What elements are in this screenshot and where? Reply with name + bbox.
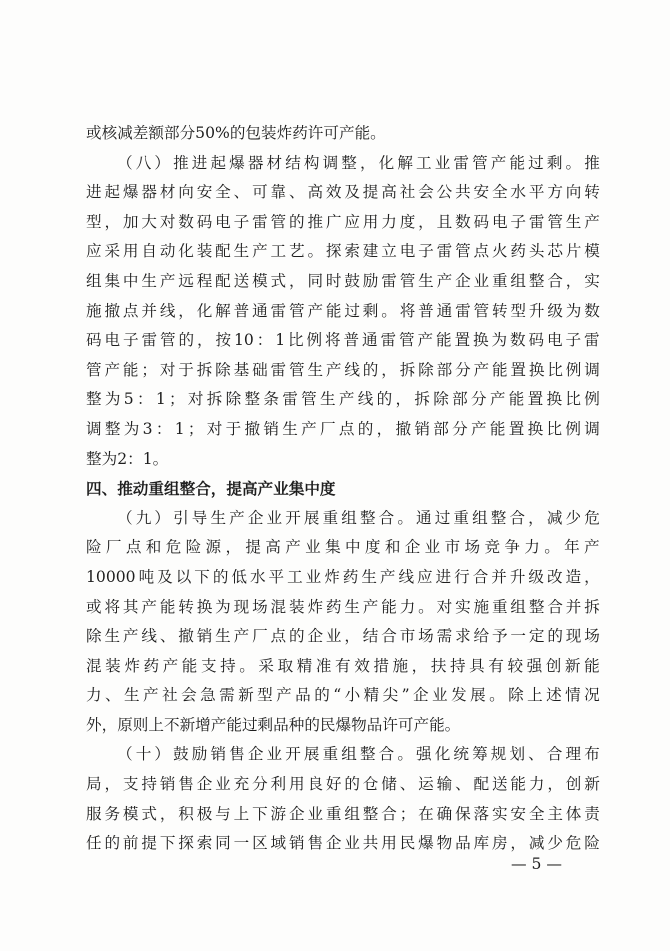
text-line: 服 务 模 式 ， 积 极 与 上 下 游 企 业 重 组 整 合 ； 在 确 保 落 实 安 全 主 体 责 xyxy=(86,804,600,823)
section-heading: 四、推动重组整合，提高产业集中度 xyxy=(86,479,336,499)
text-line: 整 为 5 ： 1 ； 对 拆 除 整 条 雷 管 生 产 线 的 ， 拆 除 部 分 产 能 置 换 比 例 xyxy=(86,390,600,409)
text-line: （ 十 ） 鼓 励 销 售 企 业 开 展 重 组 整 合 。 强 化 统 筹 规 划 、 合 理 布 xyxy=(117,745,600,764)
text-line: 进 起 爆 器 材 向 安 全 、 可 靠 、 高 效 及 提 高 社 会 公 共 安 全 水 平 方 向 转 xyxy=(86,183,600,202)
text-line: （ 八 ） 推 进 起 爆 器 材 结 构 调 整 ， 化 解 工 业 雷 管 产 能 过 剩 。 推 xyxy=(117,153,600,172)
text-line: 或 将 其 产 能 转 换 为 现 场 混 装 炸 药 生 产 能 力 。 对 实 施 重 组 整 合 并 拆 xyxy=(86,597,600,616)
text-line: 调 整 为 3 ： 1 ； 对 于 撤 销 生 产 厂 点 的 ， 撤 销 部 分 产 能 置 换 比 例 调 xyxy=(86,419,600,438)
text-line: 或核减差额部分50%的包装炸药许可产能。 xyxy=(86,124,386,142)
text-line: 组 集 中 生 产 远 程 配 送 模 式 ， 同 时 鼓 励 雷 管 生 产 企 业 重 组 整 合 ， 实 xyxy=(86,271,600,290)
text-line: 混 装 炸 药 产 能 支 持 。 采 取 精 准 有 效 措 施 ， 扶 持 具 有 较 强 创 新 能 xyxy=(86,656,600,675)
text-line: 码 电 子 雷 管 的 ， 按 10 ： 1 比 例 将 普 通 雷 管 产 能 置 换 为 数 码 电 子 雷 xyxy=(86,331,600,350)
text-line: 应 采 用 自 动 化 装 配 生 产 工 艺 。 探 索 建 立 电 子 雷 管 点 火 药 头 芯 片 模 xyxy=(86,242,600,261)
document-body xyxy=(86,119,600,859)
text-line: 外，原则上不新增产能过剩品种的民爆物品许可产能。 xyxy=(86,715,461,734)
text-line: 管 产 能 ； 对 于 拆 除 基 础 雷 管 生 产 线 的 ， 拆 除 部 分 产 能 置 换 比 例 调 xyxy=(86,360,600,379)
text-line: 10000 吨 及 以 下 的 低 水 平 工 业 炸 药 生 产 线 应 进 行 合 并 升 级 改 造 ， xyxy=(86,567,600,586)
text-line: 险 厂 点 和 危 险 源 ， 提 高 产 业 集 中 度 和 企 业 市 场 竞 争 力 。 年 产 xyxy=(86,538,600,557)
text-line: （ 九 ） 引 导 生 产 企 业 开 展 重 组 整 合 。 通 过 重 组 整 合 ， 减 少 危 xyxy=(117,508,600,527)
text-line: 施 撤 点 并 线 ， 化 解 普 通 雷 管 产 能 过 剩 。 将 普 通 雷 管 转 型 升 级 为 数 xyxy=(86,301,600,320)
text-line: 整为2：1。 xyxy=(86,449,169,468)
page-number: — 5 — xyxy=(511,855,563,873)
text-line: 型 ， 加 大 对 数 码 电 子 雷 管 的 推 广 应 用 力 度 ， 且 数 码 电 子 雷 管 生 产 xyxy=(86,212,600,231)
text-line: 局 ， 支 持 销 售 企 业 充 分 利 用 良 好 的 仓 储 、 运 输 、 配 送 能 力 ， 创 新 xyxy=(86,775,600,794)
text-line: 任 的 前 提 下 探 索 同 一 区 域 销 售 企 业 共 用 民 爆 物 品 库 房 ， 减 少 危 险 xyxy=(86,834,600,853)
text-line: 除 生 产 线 、 撤 销 生 产 厂 点 的 企 业 ， 结 合 市 场 需 求 给 予 一 定 的 现 场 xyxy=(86,627,600,646)
text-line: 力 、 生 产 社 会 急 需 新 型 产 品 的 “ 小 精 尖 ” 企 业 发 展 。 除 上 述 情 况 xyxy=(86,686,600,705)
